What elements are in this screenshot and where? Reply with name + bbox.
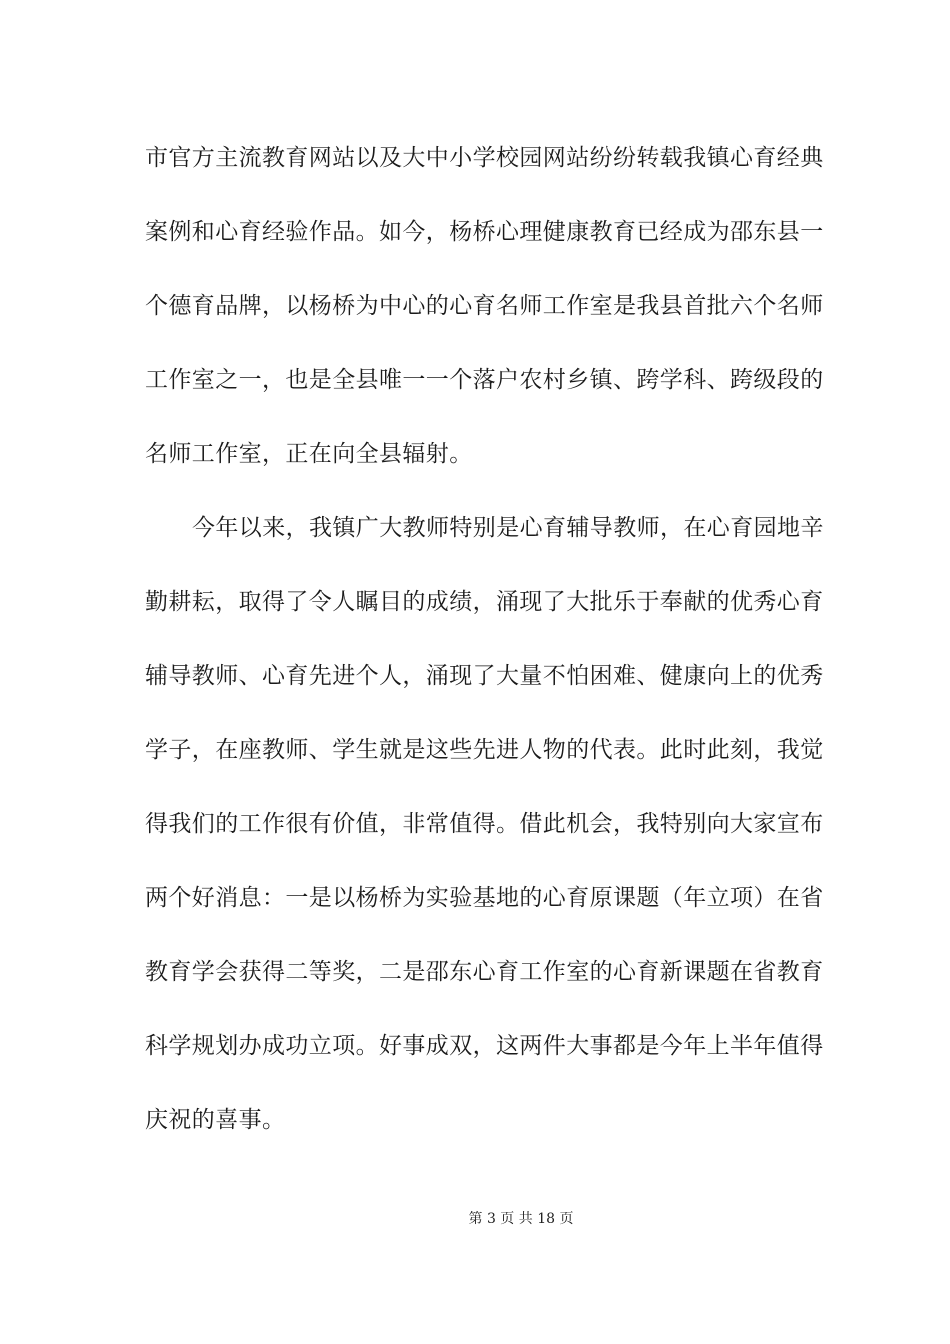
text-line: 名师工作室，正在向全县辐射。 [145, 441, 473, 467]
text-line: 学子，在座教师、学生就是这些先进人物的代表。此时此刻，我觉 [145, 737, 824, 763]
text-line: 教育学会获得二等奖，二是邵东心育工作室的心育新课题在省教育 [145, 959, 824, 985]
text-line: 市官方主流教育网站以及大中小学校园网站纷纷转载我镇心育经典 [145, 145, 824, 171]
text-line: 得我们的工作很有价值，非常值得。借此机会，我特别向大家宣布 [145, 811, 824, 837]
text-line: 个德育品牌，以杨桥为中心的心育名师工作室是我县首批六个名师 [145, 293, 824, 319]
text-line: 勤耕耘，取得了令人瞩目的成绩，涌现了大批乐于奉献的优秀心育 [145, 589, 824, 615]
text-line: 庆祝的喜事。 [145, 1107, 286, 1133]
text-line: 工作室之一，也是全县唯一一个落户农村乡镇、跨学科、跨级段的 [145, 367, 824, 393]
text-line: 两个好消息：一是以杨桥为实验基地的心育原课题（年立项）在省 [145, 885, 824, 911]
text-line: 科学规划办成功立项。好事成双，这两件大事都是今年上半年值得 [145, 1033, 824, 1059]
text-line: 案例和心育经验作品。如今，杨桥心理健康教育已经成为邵东县一 [145, 219, 824, 245]
text-line: 辅导教师、心育先进个人，涌现了大量不怕困难、健康向上的优秀 [145, 663, 824, 689]
text-line: 今年以来，我镇广大教师特别是心育辅导教师，在心育园地辛 [192, 515, 824, 541]
page-number-footer: 第 3 页 共 18 页 [468, 1211, 574, 1227]
